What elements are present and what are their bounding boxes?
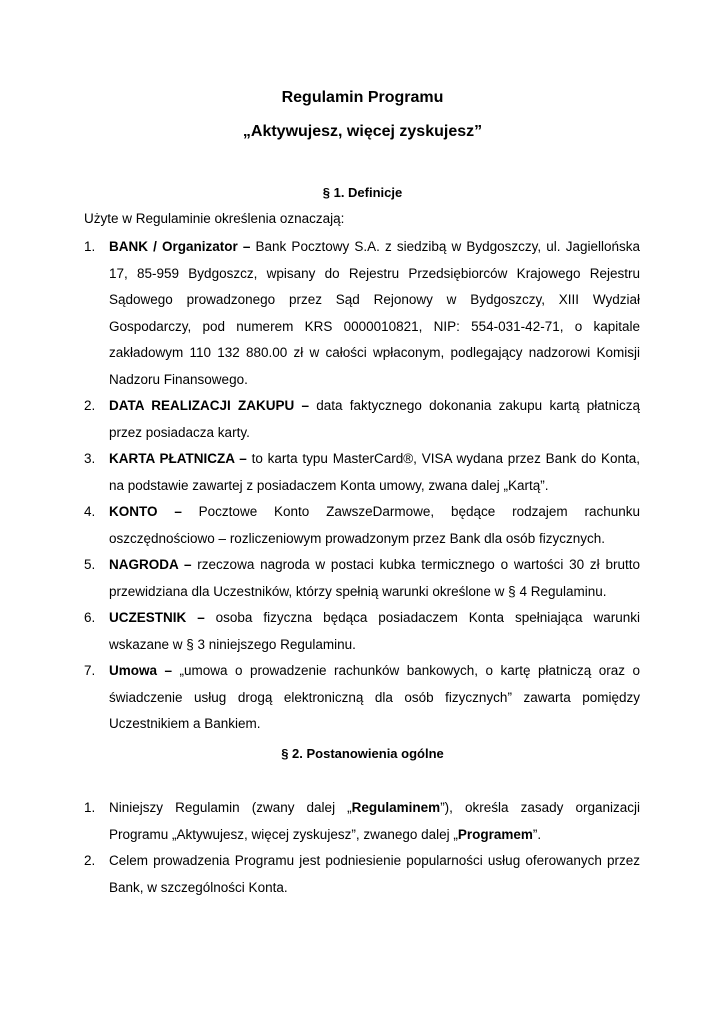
definition-term: Umowa – (109, 663, 172, 678)
provision-text: ”), określa zasady organizacji Programu „Aktywujesz, więcej zyskujesz”, zwanego dalej „ (109, 800, 640, 842)
definition-item (84, 658, 640, 738)
definition-text: Pocztowe Konto ZawszeDarmowe, będące rodzajem rachunku oszczędnościowo – rozliczeniowym prowadzonym przez Bank dla osób fizycznych. (109, 504, 640, 546)
item-number: 3. (84, 451, 96, 466)
item-number: 1. (84, 239, 96, 254)
item-number: 5. (84, 557, 96, 572)
item-number: 4. (84, 504, 96, 519)
item-number: 2. (84, 398, 96, 413)
definition-item (84, 499, 640, 552)
definition-text: Bank Pocztowy S.A. z siedzibą w Bydgoszczy, ul. Jagiellońska 17, 85-959 Bydgoszcz, wpisany do Rejestru Przedsiębiorców Krajowego Rejestru Sądowego prowadzonego przez Sąd Rejonowy w Bydgoszczy, XIII Wydział Gospodarczy, pod numerem KRS 0000010821, NIP: 554-031-42-71, o kapitale zakładowym 110 132 880.00 zł w całości wpłaconym, podlegający nadzorowi Komisji Nadzoru Finansowego. (109, 239, 640, 387)
item-number: 2. (84, 853, 96, 868)
definition-text: data faktycznego dokonania zakupu kartą płatniczą przez posiadacza karty. (109, 398, 640, 440)
definition-text: osoba fizyczna będąca posiadaczem Konta spełniająca warunki wskazane w § 3 niniejszego Regulaminu. (109, 610, 640, 652)
section-1-heading: § 1. Definicje (322, 185, 403, 200)
definition-text: to karta typu MasterCard®, VISA wydana przez Bank do Konta, na podstawie zawartej z posiadaczem Konta umowy, zwana dalej „Kartą”. (109, 451, 640, 493)
definition-text: „umowa o prowadzenie rachunków bankowych, o kartę płatniczą oraz o świadczenie usług drogą elektroniczną dla osób fizycznych” zawarta pomiędzy Uczestnikiem a Bankiem. (109, 663, 640, 731)
item-number: 1. (84, 800, 96, 815)
provision-text: Celem prowadzenia Programu jest podniesienie popularności usług oferowanych przez Bank, w szczególności Konta. (109, 853, 640, 895)
item-number: 6. (84, 610, 96, 625)
definition-term: UCZESTNIK – (109, 610, 205, 625)
definition-term: BANK / Organizator – (109, 239, 251, 254)
definition-text: rzeczowa nagroda w postaci kubka termicznego o wartości 30 zł brutto przewidziana dla Uczestników, którzy spełnią warunki określone w § 4 Regulaminu. (109, 557, 640, 599)
provision-text: ”. (532, 826, 542, 842)
definitions-intro: Użyte w Regulaminie określenia oznaczają: (84, 211, 345, 226)
definition-item (84, 446, 640, 499)
definition-term: KARTA PŁATNICZA – (109, 451, 247, 466)
section-2-heading: § 2. Postanowienia ogólne (281, 746, 444, 761)
document-title: Regulamin Programu (281, 89, 444, 106)
provision-text: Niniejszy Regulamin (zwany dalej „ (109, 800, 352, 815)
provision-item (84, 848, 640, 901)
definition-item (84, 234, 640, 393)
general-provisions-list (84, 795, 640, 901)
provision-bold-term: Programem (457, 826, 533, 842)
provision-item (84, 795, 640, 848)
definition-term: DATA REALIZACJI ZAKUPU – (109, 398, 310, 413)
definition-item (84, 393, 640, 446)
definition-term: KONTO – (109, 504, 182, 519)
definition-item (84, 552, 640, 605)
program-name: „Aktywujesz, więcej zyskujesz” (242, 123, 483, 140)
definition-term: NAGRODA – (109, 557, 192, 572)
item-number: 7. (84, 663, 96, 678)
provision-bold-term: Regulaminem (351, 800, 441, 815)
definitions-list (84, 234, 640, 738)
definition-item (84, 605, 640, 658)
